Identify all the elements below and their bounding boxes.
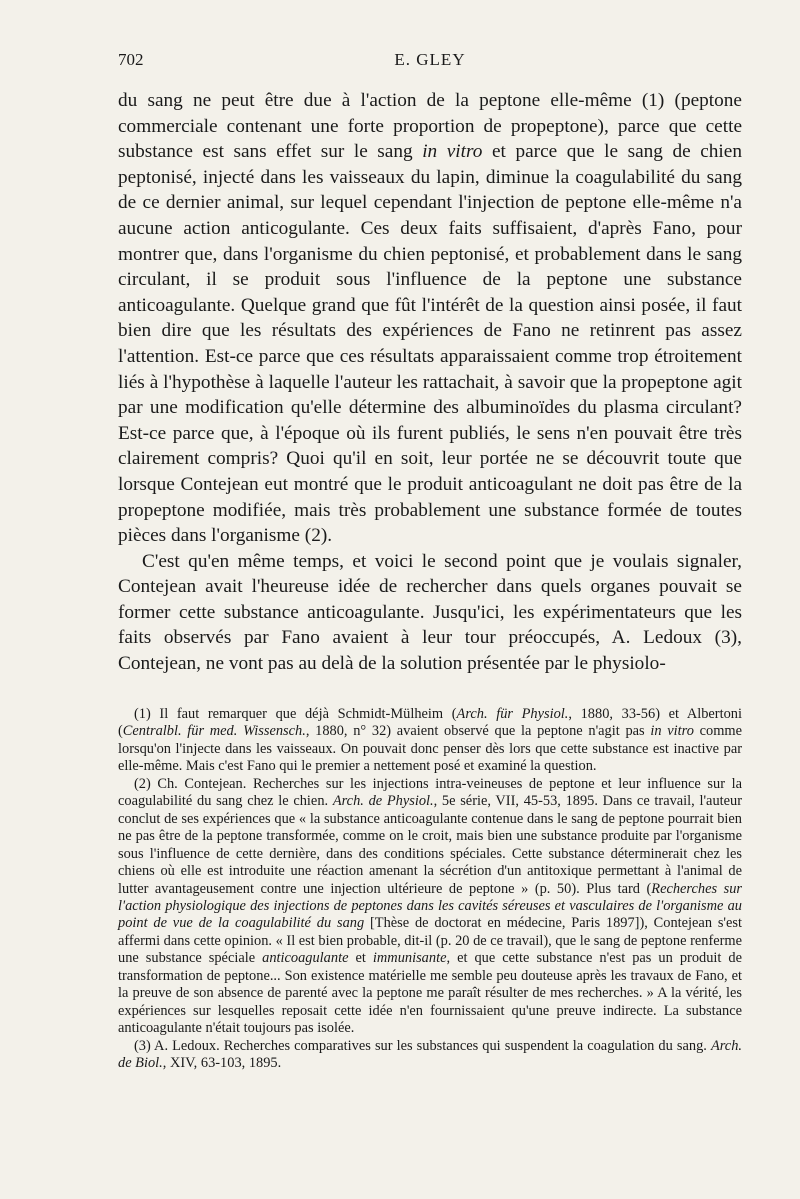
page-header: [118, 50, 742, 72]
paragraph-2: C'est qu'en même temps, et voici le second point que je voulais signaler, Contejean avait l'heureuse idée de rechercher dans quels organes pouvait se former cette substance anticoagulante. Jusqu'ici, les expérimentateurs que les faits observés par Fano avaient à leur tour préoccupés, A. Ledoux (3), Contejean, ne vont pas au delà de la solution présentée par le physiolo-: [118, 550, 742, 675]
footnote-1: (1) Il faut remarquer que déjà Schmidt-Mülheim (Arch. für Physiol., 1880, 33-56) et Albertoni (Centralbl. für med. Wissensch., 1880, n° 32) avaient observé que la peptone n'agit pas in vitro comme lorsqu'on l'injecte dans les vaisseaux. On pouvait donc penser dès lors que cette substance est inactive par elle-même. Mais c'est Fano qui le premier a nettement posé et examiné la question.: [118, 706, 742, 775]
main-text: [118, 88, 742, 677]
paragraph-1: du sang ne peut être due à l'action de la peptone elle-même (1) (peptone commerciale contenant une forte proportion de propeptone), parce que cette substance est sans effet sur le sang in vitro et parce que le sang de chien peptonisé, injecté dans les vaisseaux du lapin, diminue la coagulabilité du sang de ce dernier animal, sur lequel cependant l'injection de peptone elle-même n'a aucune action anticogulante. Ces deux faits suffisaient, d'après Fano, pour montrer que, dans l'organisme du chien peptonisé, et probablement dans le sang circulant, il se produit sous l'influence de la peptone une substance anticoagulante. Quelque grand que fût l'intérêt de la question ainsi posée, il faut bien dire que les résultats des expériences de Fano ne retinrent pas assez l'attention. Est-ce parce que ces résultats apparaissaient comme trop étroitement liés à l'hypothèse à laquelle l'auteur les rattachait, à savoir que la propeptone agit par une modification qu'elle détermine des albuminoïdes du plasma circulant? Est-ce parce que, à l'époque où ils furent publiés, le sens n'en pouvait être très clairement compris? Quoi qu'il en soit, leur portée ne se découvrit toute que lorsque Contejean eut montré que le produit anticoagulant ne doit pas être de la propeptone modifiée, mais très probablement une substance formée de toutes pièces dans l'organisme (2).: [118, 90, 742, 547]
running-head: E. GLEY: [394, 50, 466, 69]
footnote-3: (3) A. Ledoux. Recherches comparatives sur les substances qui suspendent la coagulation du sang. Arch. de Biol., XIV, 63-103, 1895.: [118, 1037, 742, 1072]
footnote-2: (2) Ch. Contejean. Recherches sur les injections intra-veineuses de peptone et leur influence sur la coagulabilité du sang chez le chien. Arch. de Physiol., 5e série, VII, 45-53, 1895. Dans ce travail, l'auteur conclut de ses expériences que « la substance anticoagulante contenue dans le sang de peptone pourrait bien ne pas être de la peptone transformée, comme on le croit, mais bien une substance produite par l'organisme sous l'influence de cette dernière, dans des conditions spéciales. Cette substance déterminerait chez les chiens où elle est introduite une réaction amenant la sécrétion d'un antitoxique permettant à l'animal de lutter avantageusement contre une injection ultérieure de peptone » (p. 50). Plus tard (Recherches sur l'action physiologique des injections de peptones dans les cavités séreuses et vasculaires de l'organisme au point de vue de la coagulabilité du sang [Thèse de doctorat en médecine, Paris 1897]), Contejean s'est affermi dans cette opinion. « Il est bien probable, dit-il (p. 20 de ce travail), que le sang de peptone renferme une substance spéciale anticoagulante et immunisante, et que cette substance n'est pas un produit de transformation de peptone... Son existence matérielle me semble peu douteuse après les travaux de Fano, et la preuve de son absence de parenté avec la peptone me paraît résulter de mes recherches. » A la vérité, les expériences sur lesquelles reposait cette idée n'en fournissaient qu'une preuve indirecte. La substance anticoagulante n'était toujours pas isolée.: [118, 775, 743, 1037]
page-number: 702: [118, 50, 144, 69]
footnotes: [118, 706, 742, 1073]
